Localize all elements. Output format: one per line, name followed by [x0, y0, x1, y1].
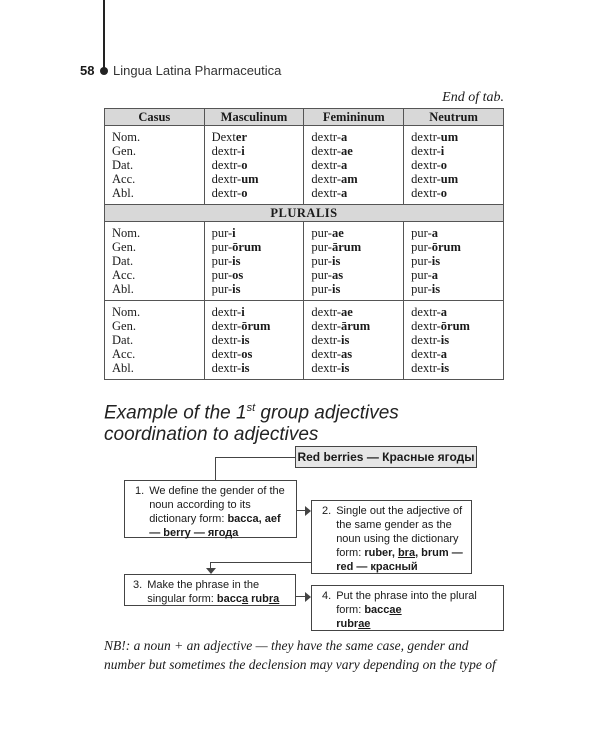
step-number: 3.: [133, 579, 143, 591]
case-label: Gen.: [112, 144, 136, 158]
ending: is: [431, 254, 441, 268]
word-form: dextr-a: [311, 158, 348, 172]
ending: i: [440, 144, 445, 158]
ending: i: [241, 305, 245, 319]
ending: is: [232, 254, 241, 268]
word-form: dextr-um: [411, 172, 459, 186]
ending: o: [440, 186, 448, 200]
table-row: [105, 301, 504, 380]
ending: o: [241, 158, 248, 172]
header-casus: Casus: [105, 109, 205, 126]
margin-rule: [103, 0, 105, 70]
word-form: pur-i: [211, 226, 236, 240]
case-label: Nom.: [112, 305, 141, 319]
word-form: dextr-ārum: [311, 319, 371, 333]
ending: is: [440, 361, 450, 375]
ending: is: [331, 254, 341, 268]
ending: ārum: [331, 240, 362, 254]
word-form: dextr-is: [411, 361, 450, 375]
case-label: Gen.: [112, 319, 136, 333]
step-4-box: 4. Put the phrase into the plural form: baccae rubrae: [311, 585, 504, 631]
word-form: pur-a: [411, 268, 438, 282]
ending: o: [440, 158, 448, 172]
page-number: 58: [80, 63, 95, 78]
ending: is: [341, 361, 350, 375]
table-header-row: [105, 109, 504, 126]
word-form: pur-ārum: [311, 240, 362, 254]
word-form: dextr-is: [311, 333, 350, 347]
word-form: pur-is: [411, 282, 441, 296]
step-2-box: 2. Single out the adjective of the same gender as the noun using the dictionary form: ruber, bra, brum — red — красный: [311, 500, 472, 574]
casus-cell: [105, 126, 205, 205]
case-label: Nom.: [112, 226, 141, 240]
pluralis-label: PLURALIS: [105, 205, 504, 222]
header-femininum: Femininum: [304, 109, 404, 126]
neutrum-cell: [404, 126, 504, 205]
word-form: pur-is: [311, 254, 341, 268]
case-label: Gen.: [112, 240, 136, 254]
ending: um: [440, 172, 459, 186]
ending: as: [331, 268, 344, 282]
table-row: [105, 222, 504, 301]
margin-rule-dot: [100, 67, 108, 75]
word-form: dextr-a: [411, 347, 448, 361]
neutrum-cell: [404, 301, 504, 380]
ending: um: [241, 172, 259, 186]
ending: a: [440, 305, 448, 319]
ending: a: [431, 226, 438, 240]
word-form: pur-a: [411, 226, 438, 240]
word-form: dextr-a: [311, 130, 348, 144]
declension-table: [104, 108, 504, 380]
word-form: dextr-o: [411, 158, 448, 172]
ending: er: [235, 130, 248, 144]
ending: ōrum: [232, 240, 262, 254]
ending: is: [331, 282, 341, 296]
neutrum-cell: [404, 222, 504, 301]
ending: am: [341, 172, 358, 186]
ending: i: [241, 144, 245, 158]
masculinum-cell: [204, 301, 304, 380]
masculinum-cell: [204, 222, 304, 301]
word-form: dextr-ae: [311, 144, 353, 158]
word-form: pur-ae: [311, 226, 344, 240]
ending: um: [440, 130, 459, 144]
word-form: dextr-is: [311, 361, 350, 375]
ending: ārum: [341, 319, 371, 333]
ending: is: [341, 333, 350, 347]
word-form: dextr-as: [311, 347, 353, 361]
word-form: dextr-i: [411, 144, 445, 158]
word-form: dextr-um: [411, 130, 459, 144]
ending: ae: [341, 305, 353, 319]
word-form: pur-is: [211, 254, 241, 268]
word-form: dextr-o: [211, 186, 248, 200]
word-form: pur-ōrum: [211, 240, 262, 254]
word-form: dextr-um: [211, 172, 259, 186]
ending: a: [431, 268, 438, 282]
case-label: Acc.: [112, 172, 136, 186]
word-form: pur-is: [211, 282, 241, 296]
case-label: Abl.: [112, 361, 134, 375]
ending: a: [440, 347, 448, 361]
ending: os: [232, 268, 244, 282]
pluralis-row: [105, 205, 504, 222]
step-number: 4.: [322, 590, 332, 602]
connector-line: [215, 457, 216, 480]
word-form: pur-is: [311, 282, 341, 296]
word-form: pur-as: [311, 268, 344, 282]
ending: as: [341, 347, 353, 361]
word-form: pur-ōrum: [411, 240, 461, 254]
ending: ōrum: [431, 240, 461, 254]
word-form: dextr-is: [211, 361, 250, 375]
word-form: dextr-os: [211, 347, 253, 361]
femininum-cell: [304, 126, 404, 205]
connector-line: [210, 562, 311, 563]
case-label: Dat.: [112, 158, 134, 172]
ending: a: [341, 186, 348, 200]
word-form: dextr-a: [411, 305, 448, 319]
word-form: dextr-i: [211, 144, 245, 158]
header-neutrum: Neutrum: [404, 109, 504, 126]
ending: a: [341, 130, 348, 144]
ending: a: [341, 158, 348, 172]
ending: ōrum: [440, 319, 470, 333]
case-label: Abl.: [112, 282, 134, 296]
word-form: dextr-is: [211, 333, 250, 347]
ending: is: [241, 333, 250, 347]
section-heading: Example of the 1st group adjectives coordination to adjectives: [104, 402, 399, 446]
step-number: 2.: [322, 505, 332, 517]
flowchart-title: Red berries — Красные ягоды: [295, 446, 477, 468]
case-label: Nom.: [112, 130, 141, 144]
case-label: Dat.: [112, 333, 134, 347]
step-3-box: 3. Make the phrase in the singular form: bacca rubra: [124, 574, 296, 606]
ending: is: [232, 282, 241, 296]
ending: i: [232, 226, 236, 240]
book-title: Lingua Latina Pharmaceutica: [113, 63, 282, 78]
word-form: pur-is: [411, 254, 441, 268]
connector-line: [215, 457, 295, 458]
ending: is: [440, 333, 450, 347]
word-form: dextr-ōrum: [411, 319, 470, 333]
word-form: dextr-ae: [311, 305, 353, 319]
step-1-box: 1. We define the gender of the noun according to its dictionary form: bacca, aef — berry — ягода: [124, 480, 297, 538]
word-form: dextr-am: [311, 172, 358, 186]
word-form: Dexter: [211, 130, 248, 144]
step-number: 1.: [135, 485, 145, 497]
masculinum-cell: [204, 126, 304, 205]
word-form: dextr-is: [411, 333, 450, 347]
femininum-cell: [304, 301, 404, 380]
header-masculinum: Masculinum: [204, 109, 304, 126]
case-label: Abl.: [112, 186, 134, 200]
word-form: dextr-o: [411, 186, 448, 200]
word-form: pur-os: [211, 268, 244, 282]
ending: is: [431, 282, 441, 296]
word-form: dextr-i: [211, 305, 245, 319]
ending: os: [241, 347, 253, 361]
nb-note: NB!: a noun + an adjective — they have the same case, gender and number but sometimes the declension may vary depending on the type of: [104, 638, 496, 672]
ending: ae: [331, 226, 344, 240]
casus-cell: [105, 301, 205, 380]
word-form: dextr-o: [211, 158, 248, 172]
end-of-table-note: End of tab.: [442, 90, 504, 105]
femininum-cell: [304, 222, 404, 301]
case-label: Acc.: [112, 347, 136, 361]
case-label: Acc.: [112, 268, 136, 282]
ending: ōrum: [241, 319, 271, 333]
word-form: dextr-a: [311, 186, 348, 200]
ending: ae: [341, 144, 353, 158]
ending: is: [241, 361, 250, 375]
casus-cell: [105, 222, 205, 301]
word-form: dextr-ōrum: [211, 319, 271, 333]
ending: o: [241, 186, 248, 200]
table-row: [105, 126, 504, 205]
case-label: Dat.: [112, 254, 134, 268]
